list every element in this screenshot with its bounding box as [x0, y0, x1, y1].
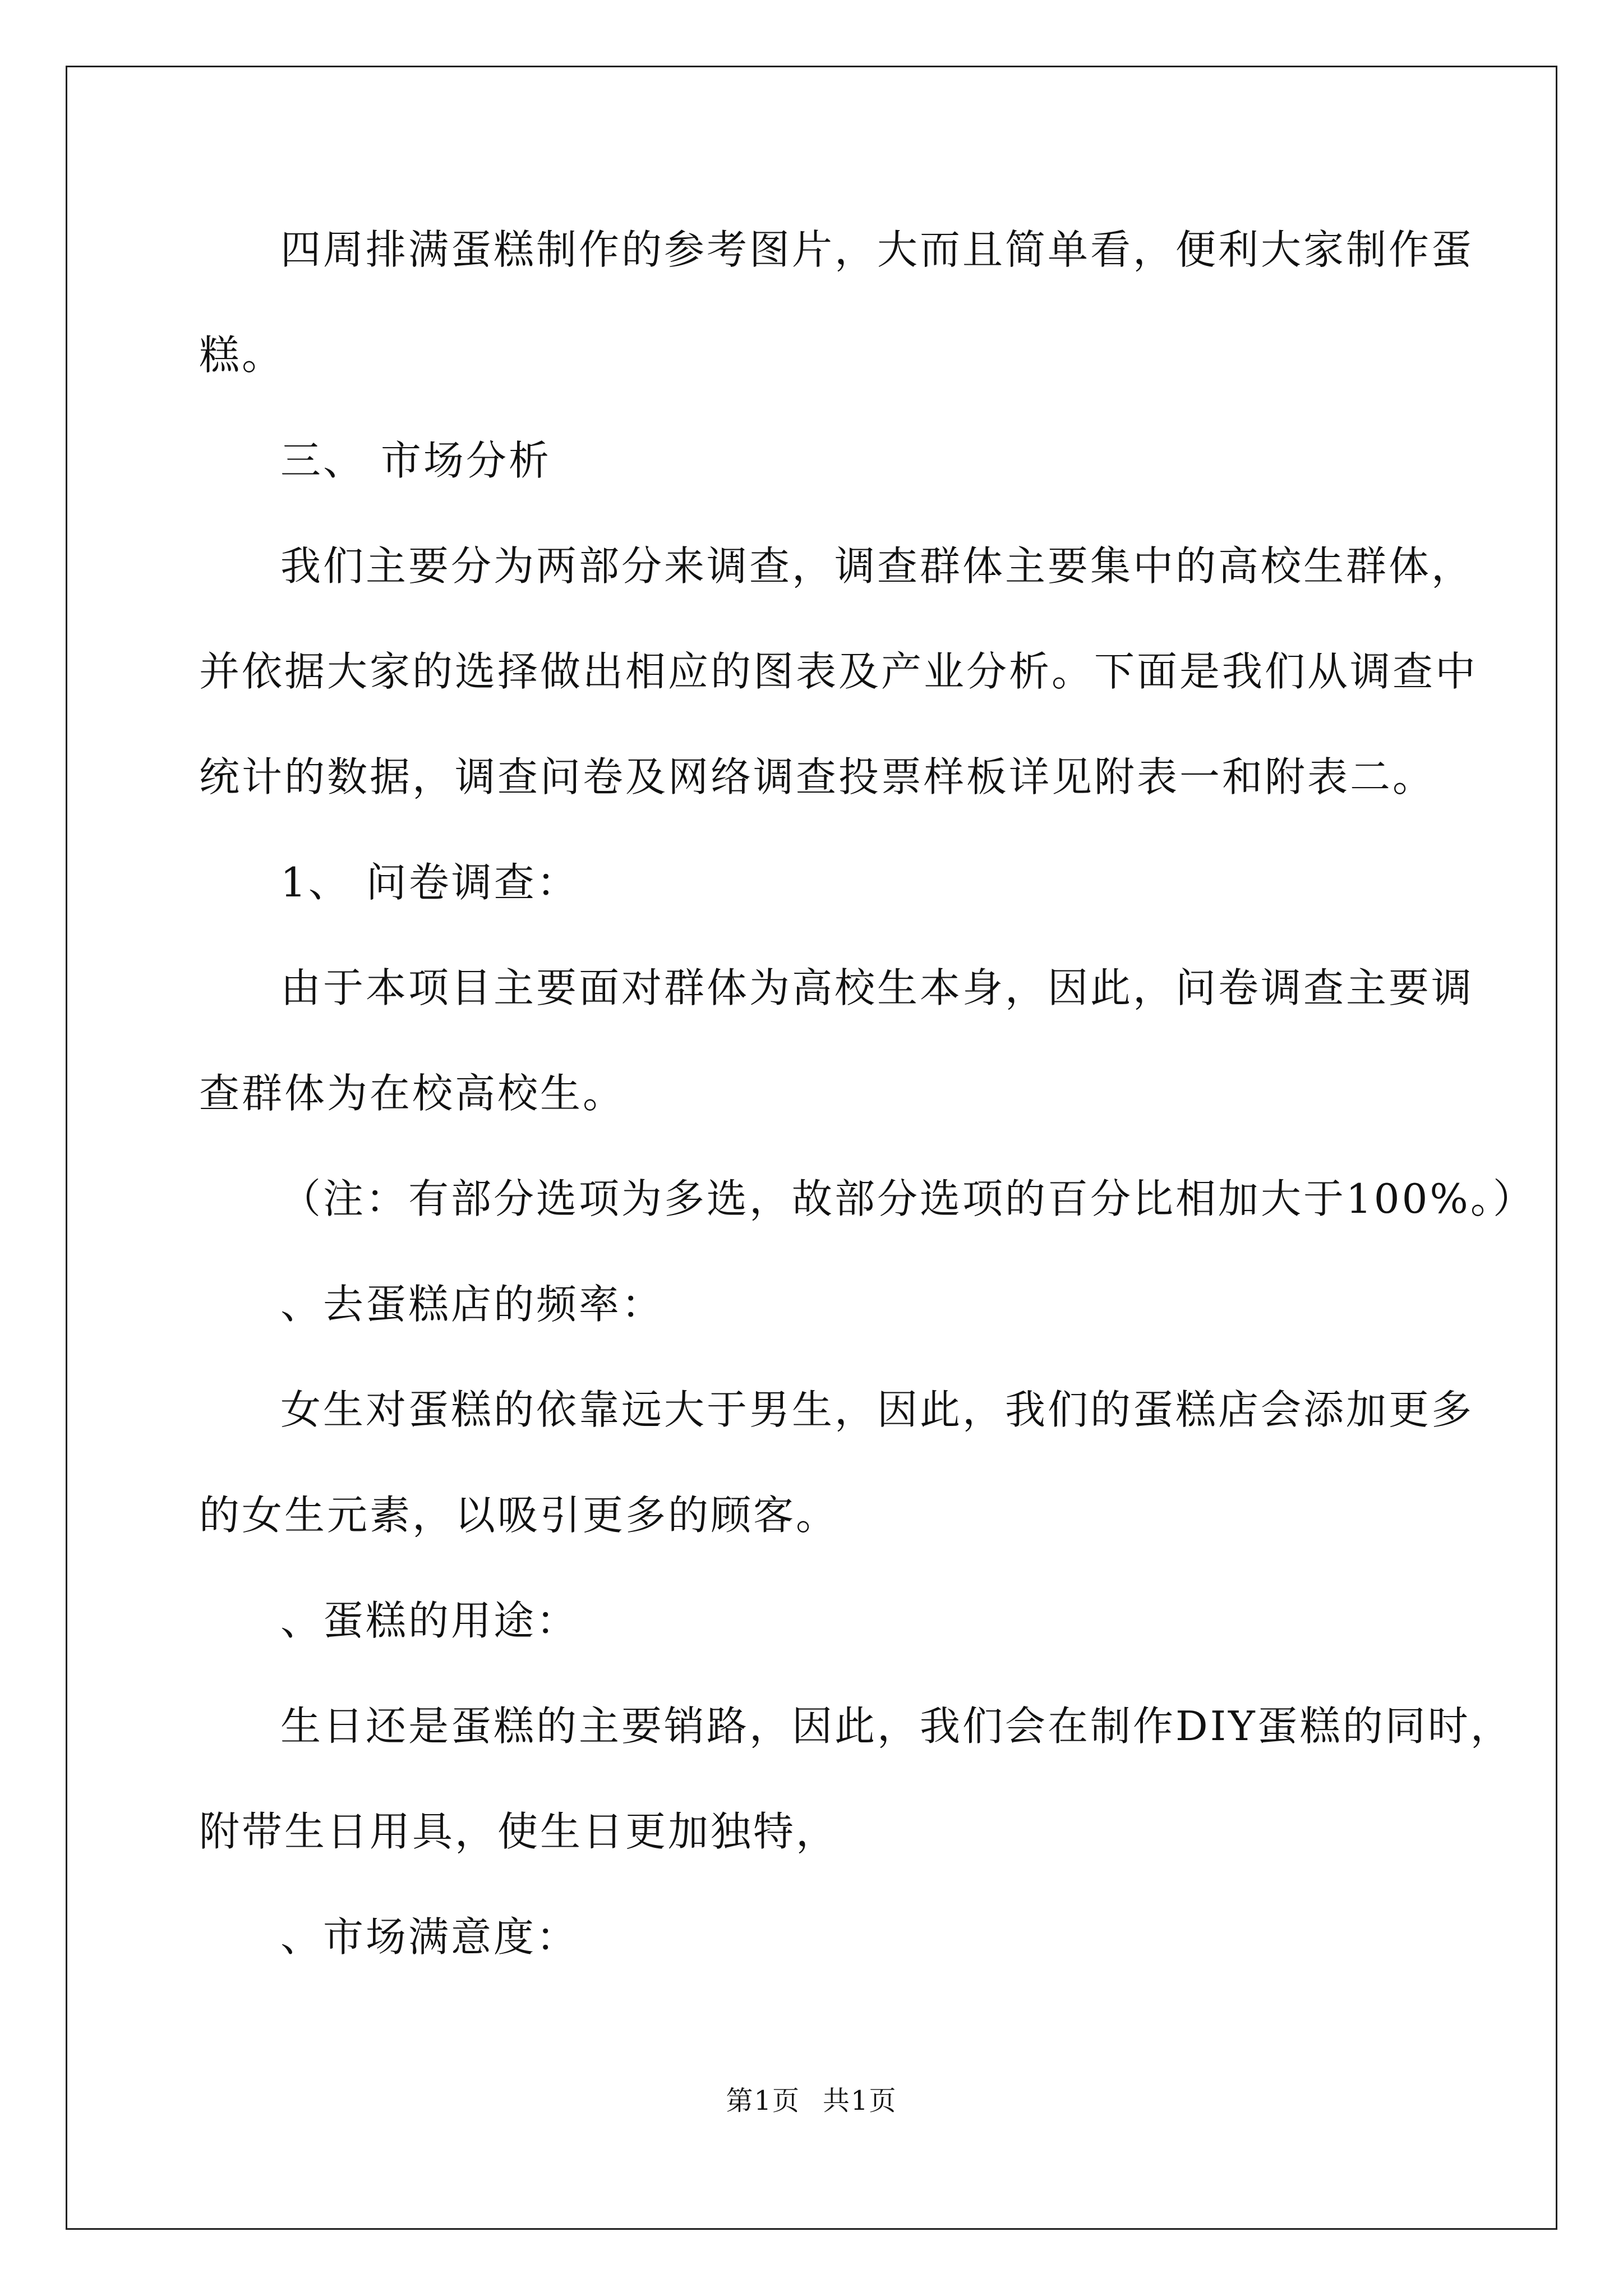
- paragraph-line: 四周排满蛋糕制作的参考图片，大而且简单看，便利大家制作蛋: [280, 226, 1474, 273]
- subsection-heading: 1、 问卷调查：: [280, 859, 579, 906]
- paragraph-line: 并依据大家的选择做出相应的图表及产业分析。下面是我们从调查中: [199, 648, 1478, 695]
- page-number: 第1页: [726, 2085, 800, 2116]
- paragraph-line: 查群体为在校高校生。: [199, 1070, 626, 1117]
- paragraph-line: 的女生元素，以吸引更多的顾客。: [199, 1492, 839, 1539]
- page-total: 共1页: [823, 2085, 897, 2116]
- item-heading: 、蛋糕的用途：: [280, 1597, 579, 1644]
- item-heading: 、去蛋糕店的频率：: [280, 1281, 665, 1328]
- section-heading: 三、 市场分析: [280, 437, 551, 484]
- page-border: [66, 66, 1557, 2230]
- page-footer: [0, 2084, 1623, 2118]
- paragraph-line: 女生对蛋糕的依靠远大于男生，因此，我们的蛋糕店会添加更多: [280, 1386, 1474, 1433]
- paragraph-line: 生日还是蛋糕的主要销路，因此，我们会在制作DIY蛋糕的同时，: [280, 1703, 1513, 1750]
- paragraph-line: 统计的数据，调查问卷及网络调查投票样板详见附表一和附表二。: [199, 753, 1436, 800]
- paragraph-line: 附带生日用具，使生日更加独特，: [199, 1808, 839, 1855]
- item-heading: 、市场满意度：: [280, 1913, 579, 1961]
- paragraph-line: 由于本项目主要面对群体为高校生本身，因此，问卷调查主要调: [280, 964, 1474, 1011]
- paragraph-line: 糕。: [199, 332, 285, 379]
- paragraph-line: 我们主要分为两部分来调查，调查群体主要集中的高校生群体，: [280, 542, 1474, 590]
- note-line: （注：有部分选项为多选，故部分选项的百分比相加大于100%。）: [280, 1175, 1536, 1222]
